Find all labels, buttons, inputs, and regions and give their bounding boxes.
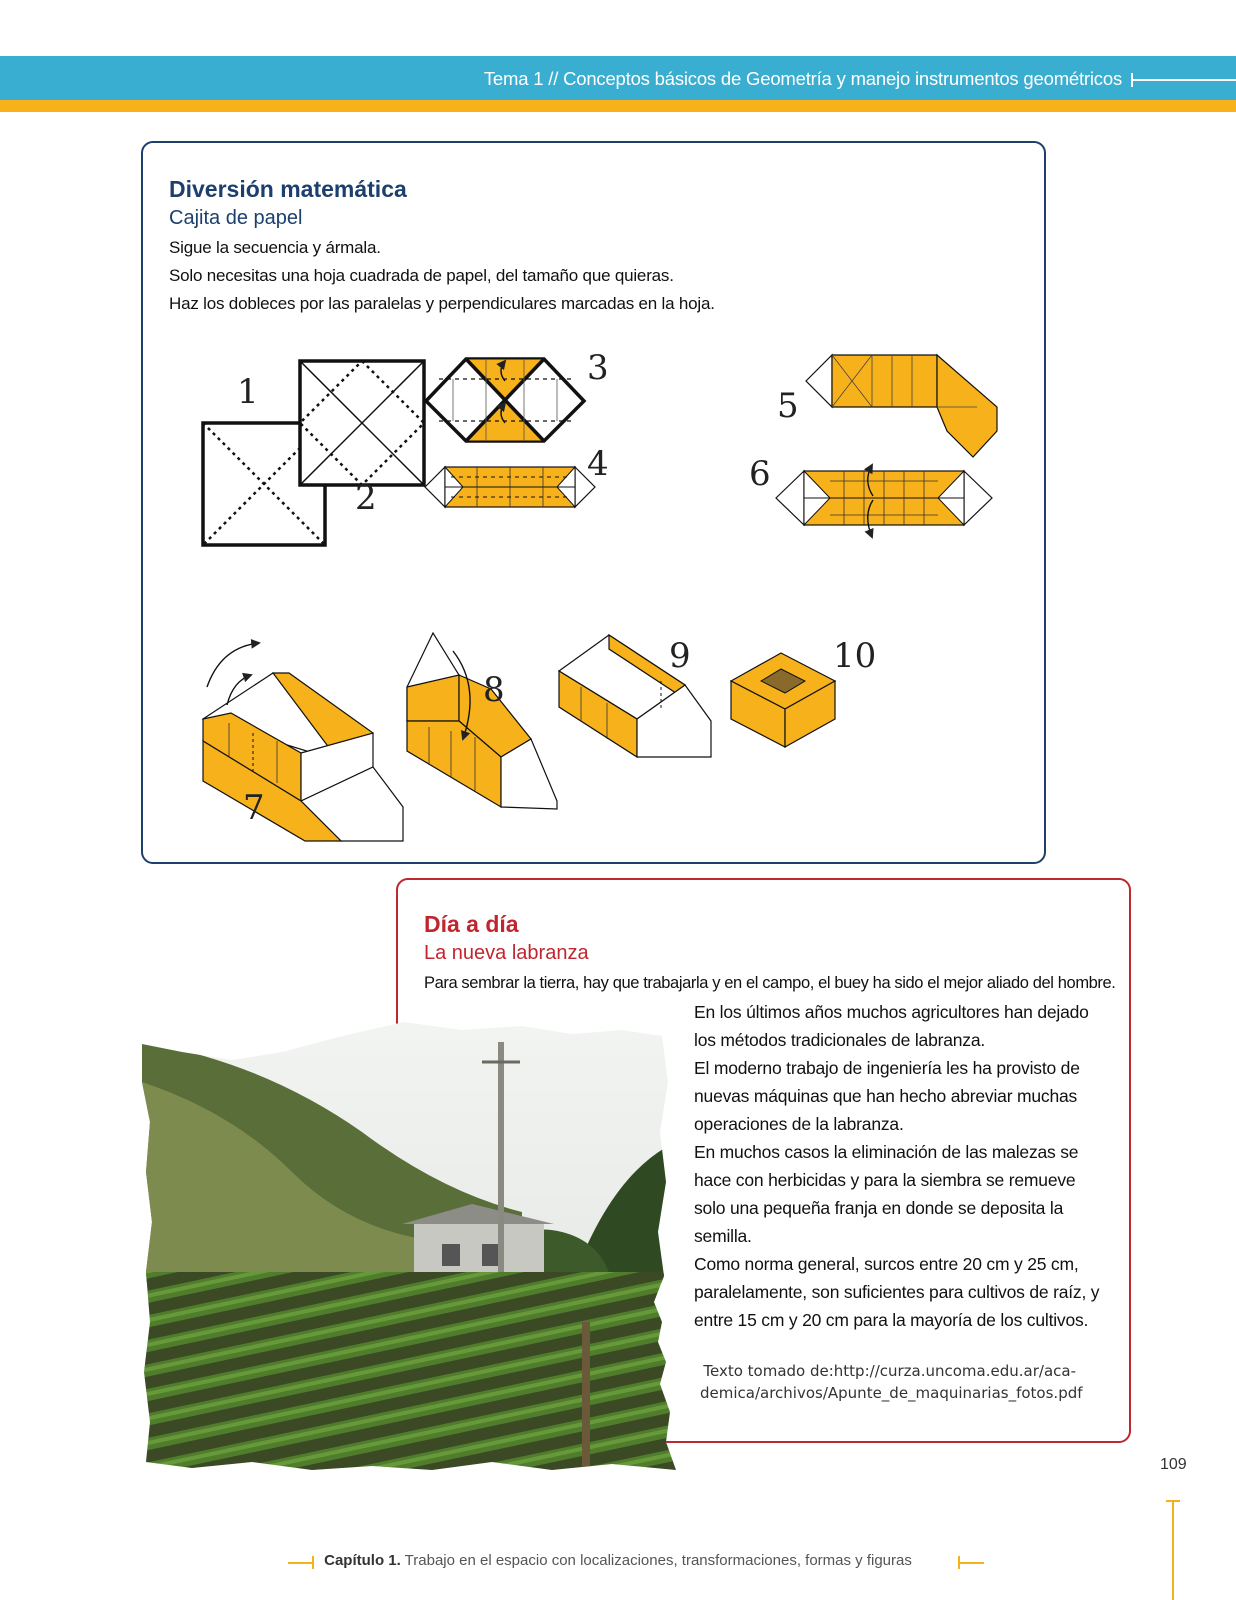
day-box-title: Día a día [424, 911, 519, 937]
day-text-line-11: paralelamente, son suficientes para cultivos de raíz, y [694, 1282, 1100, 1302]
footer-chapter: Capítulo 1. [324, 1552, 401, 1569]
source-line-2: demica/archivos/Apunte_de_maquinarias_fotos.pdf [700, 1384, 1083, 1402]
origami-box-diagram [141, 141, 1046, 864]
header-rule [1131, 79, 1236, 81]
source-line-1: Texto tomado de:http://curza.uncoma.edu.ar/aca- [703, 1362, 1076, 1380]
step-number-3: 3 [587, 348, 609, 388]
math-box-title: Diversión matemática [169, 176, 407, 202]
step-8-shape [407, 633, 557, 809]
step-3-hexagon [426, 359, 584, 441]
day-text-line-12: entre 15 cm y 20 cm para la mayoría de los cultivos. [694, 1310, 1089, 1330]
step-number-7: 7 [243, 788, 265, 828]
math-instruction-2: Solo necesitas una hoja cuadrada de papel, del tamaño que quieras. [169, 266, 674, 285]
day-box-subtitle: La nueva labranza [424, 942, 589, 964]
day-text-line-1: En los últimos años muchos agricultores han dejado [694, 1002, 1089, 1022]
day-text-line-2: los métodos tradicionales de labranza. [694, 1030, 986, 1050]
right-margin-rule-tick [1166, 1500, 1180, 1502]
step-2-square [300, 361, 424, 485]
header-title: Tema 1 // Conceptos básicos de Geometría y manejo instrumentos geométricos [483, 68, 1122, 89]
step-6-strip [776, 465, 992, 537]
step-7-shape [203, 643, 403, 841]
day-text-line-7: hace con herbicidas y para la siembra se remueve [694, 1170, 1076, 1190]
right-margin-rule [1172, 1500, 1174, 1600]
step-number-8: 8 [483, 670, 505, 710]
footer-tick-right [958, 1556, 960, 1569]
header-stripe [0, 100, 1236, 112]
step-number-6: 6 [749, 454, 771, 494]
day-box-lead: Para sembrar la tierra, hay que trabajarla y en el campo, el buey ha sido el mejor aliado del hombre. [424, 974, 1116, 992]
header-rule-tick [1131, 73, 1133, 87]
day-text-line-9: semilla. [694, 1226, 752, 1246]
step-number-10: 10 [833, 636, 877, 676]
day-text-line-6: En muchos casos la eliminación de las malezas se [694, 1142, 1079, 1162]
footer-rule-right [958, 1562, 984, 1564]
day-text-line-4: nuevas máquinas que han hecho abreviar muchas [694, 1086, 1078, 1106]
page-number: 109 [1160, 1456, 1187, 1473]
day-text-line-3: El moderno trabajo de ingeniería les ha provisto de [694, 1058, 1080, 1078]
step-number-9: 9 [669, 636, 691, 676]
step-number-1: 1 [237, 372, 259, 412]
footer-text: Trabajo en el espacio con localizaciones, transformaciones, formas y figuras [400, 1552, 912, 1569]
day-text-line-5: operaciones de la labranza. [694, 1114, 904, 1134]
farm-field-photo [142, 1022, 676, 1472]
step-number-4: 4 [587, 444, 609, 484]
day-text-line-10: Como norma general, surcos entre 20 cm y 25 cm, [694, 1254, 1079, 1274]
math-instruction-1: Sigue la secuencia y ármala. [169, 238, 381, 257]
step-10-box [731, 653, 835, 747]
step-number-2: 2 [355, 478, 377, 518]
step-number-5: 5 [777, 386, 799, 426]
step-4-strip [425, 467, 595, 507]
math-box-subtitle: Cajita de papel [169, 207, 303, 229]
day-text-line-8: solo una pequeña franja en donde se deposita la [694, 1198, 1064, 1218]
footer [0, 1552, 1236, 1569]
step-5-folded-strip [806, 355, 997, 457]
math-instruction-3: Haz los dobleces por las paralelas y perpendiculares marcadas en la hoja. [169, 294, 715, 313]
